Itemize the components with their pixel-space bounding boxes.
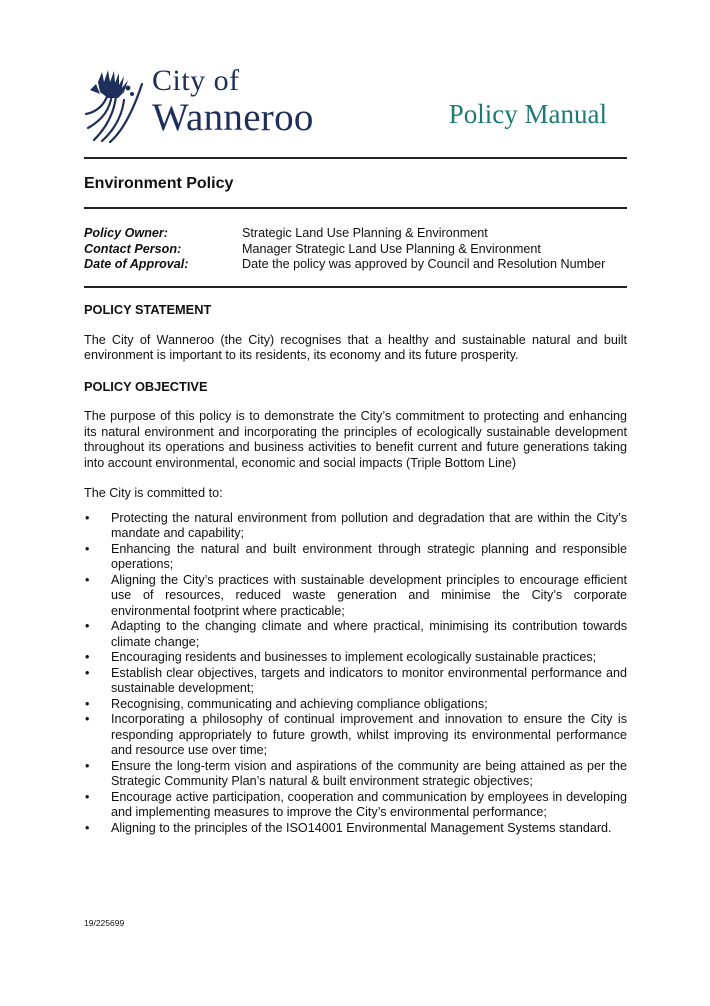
list-item — [84, 697, 627, 713]
policy-objective-text: The purpose of this policy is to demonstrate the City’s commitment to protecting and enhancing its natural environment and incorporating the principles of ecologically sustainable development throughout its operations and business activities to benefit current and future generations taking into account environmental, economic and social impacts (Triple Bottom Line) — [84, 409, 627, 470]
document-title: Environment Policy — [84, 175, 234, 192]
list-item — [84, 821, 627, 837]
list-item-text: Encouraging residents and businesses to implement ecologically sustainable practices; — [111, 650, 597, 664]
title-divider — [84, 207, 627, 209]
meta-label: Date of Approval: — [84, 257, 189, 271]
bullet-icon: • — [85, 712, 90, 726]
meta-row-date-of-approval — [84, 257, 627, 273]
list-item — [84, 573, 627, 620]
city-logo — [84, 64, 334, 143]
bullet-icon: • — [85, 696, 90, 711]
commitments-intro: The City is committed to: — [84, 486, 223, 500]
policy-objective-heading: POLICY OBJECTIVE — [84, 378, 208, 394]
metadata-divider — [84, 286, 627, 288]
meta-value: Strategic Land Use Planning & Environment — [242, 226, 488, 240]
meta-row-policy-owner — [84, 226, 627, 242]
list-item — [84, 650, 627, 666]
logo-text-city-of: City of — [152, 64, 240, 97]
kangaroo-paw-icon — [84, 68, 150, 143]
document-page — [84, 0, 627, 835]
list-item-text: Aligning the City’s practices with sustainable development principles to encourage efficient use of resources, reduced waste generation and minimise the City’s corporate environmental footprint where practicable; — [111, 572, 627, 618]
bullet-icon: • — [85, 820, 90, 835]
policy-metadata — [84, 226, 627, 273]
list-item-text: Incorporating a philosophy of continual improvement and innovation to ensure the City is responding appropriately to future growth, whilst improving its environmental performance and resource use over time; — [111, 712, 627, 757]
list-item-text: Encourage active participation, cooperation and communication by employees in developing and implementing measures to improve the City’s environmental performance; — [111, 789, 627, 819]
list-item — [84, 511, 627, 542]
bullet-icon: • — [85, 789, 90, 804]
list-item-text: Adapting to the changing climate and where practical, minimising its contribution towards climate change; — [111, 619, 627, 649]
meta-label: Policy Owner: — [84, 226, 168, 240]
bullet-icon: • — [85, 665, 90, 680]
bullet-icon: • — [85, 572, 90, 587]
page-header — [84, 0, 627, 158]
bullet-icon: • — [85, 619, 90, 633]
meta-row-contact-person — [84, 242, 627, 258]
logo-text-wanneroo: Wanneroo — [152, 96, 314, 139]
meta-value: Manager Strategic Land Use Planning & Environment — [242, 241, 541, 256]
meta-label: Contact Person: — [84, 241, 182, 256]
list-item-text: Ensure the long-term vision and aspirations of the community are being attained as per the Strategic Community Plan’s natural & built environment strategic objectives; — [111, 758, 627, 788]
policy-statement-text: The City of Wanneroo (the City) recognises that a healthy and sustainable natural and built environment is important to its residents, its economy and its future prosperity. — [84, 332, 627, 362]
meta-value: Date the policy was approved by Council and Resolution Number — [242, 257, 606, 271]
header-divider — [84, 157, 627, 159]
list-item-text: Aligning to the principles of the ISO14001 Environmental Management Systems standard. — [111, 820, 612, 835]
list-item — [84, 666, 627, 697]
list-item — [84, 790, 627, 821]
policy-statement-heading: POLICY STATEMENT — [84, 302, 212, 317]
bullet-icon: • — [85, 758, 90, 773]
bullet-icon: • — [85, 510, 90, 525]
list-item — [84, 759, 627, 790]
policy-manual-title: Policy Manual — [448, 99, 607, 129]
bullet-icon: • — [85, 650, 90, 664]
list-item — [84, 619, 627, 650]
document-reference-number: 19/225699 — [84, 918, 125, 928]
list-item-text: Recognising, communicating and achieving compliance obligations; — [111, 696, 488, 711]
commitments-list — [84, 511, 627, 837]
bullet-icon: • — [85, 541, 90, 556]
document-body — [84, 302, 627, 836]
list-item — [84, 542, 627, 573]
list-item-text: Protecting the natural environment from pollution and degradation that are within the City’s mandate and capability; — [111, 510, 627, 540]
list-item-text: Establish clear objectives, targets and indicators to monitor environmental performance and sustainable development; — [111, 665, 627, 695]
list-item — [84, 712, 627, 759]
list-item-text: Enhancing the natural and built environment through strategic planning and responsible operations; — [111, 541, 627, 571]
